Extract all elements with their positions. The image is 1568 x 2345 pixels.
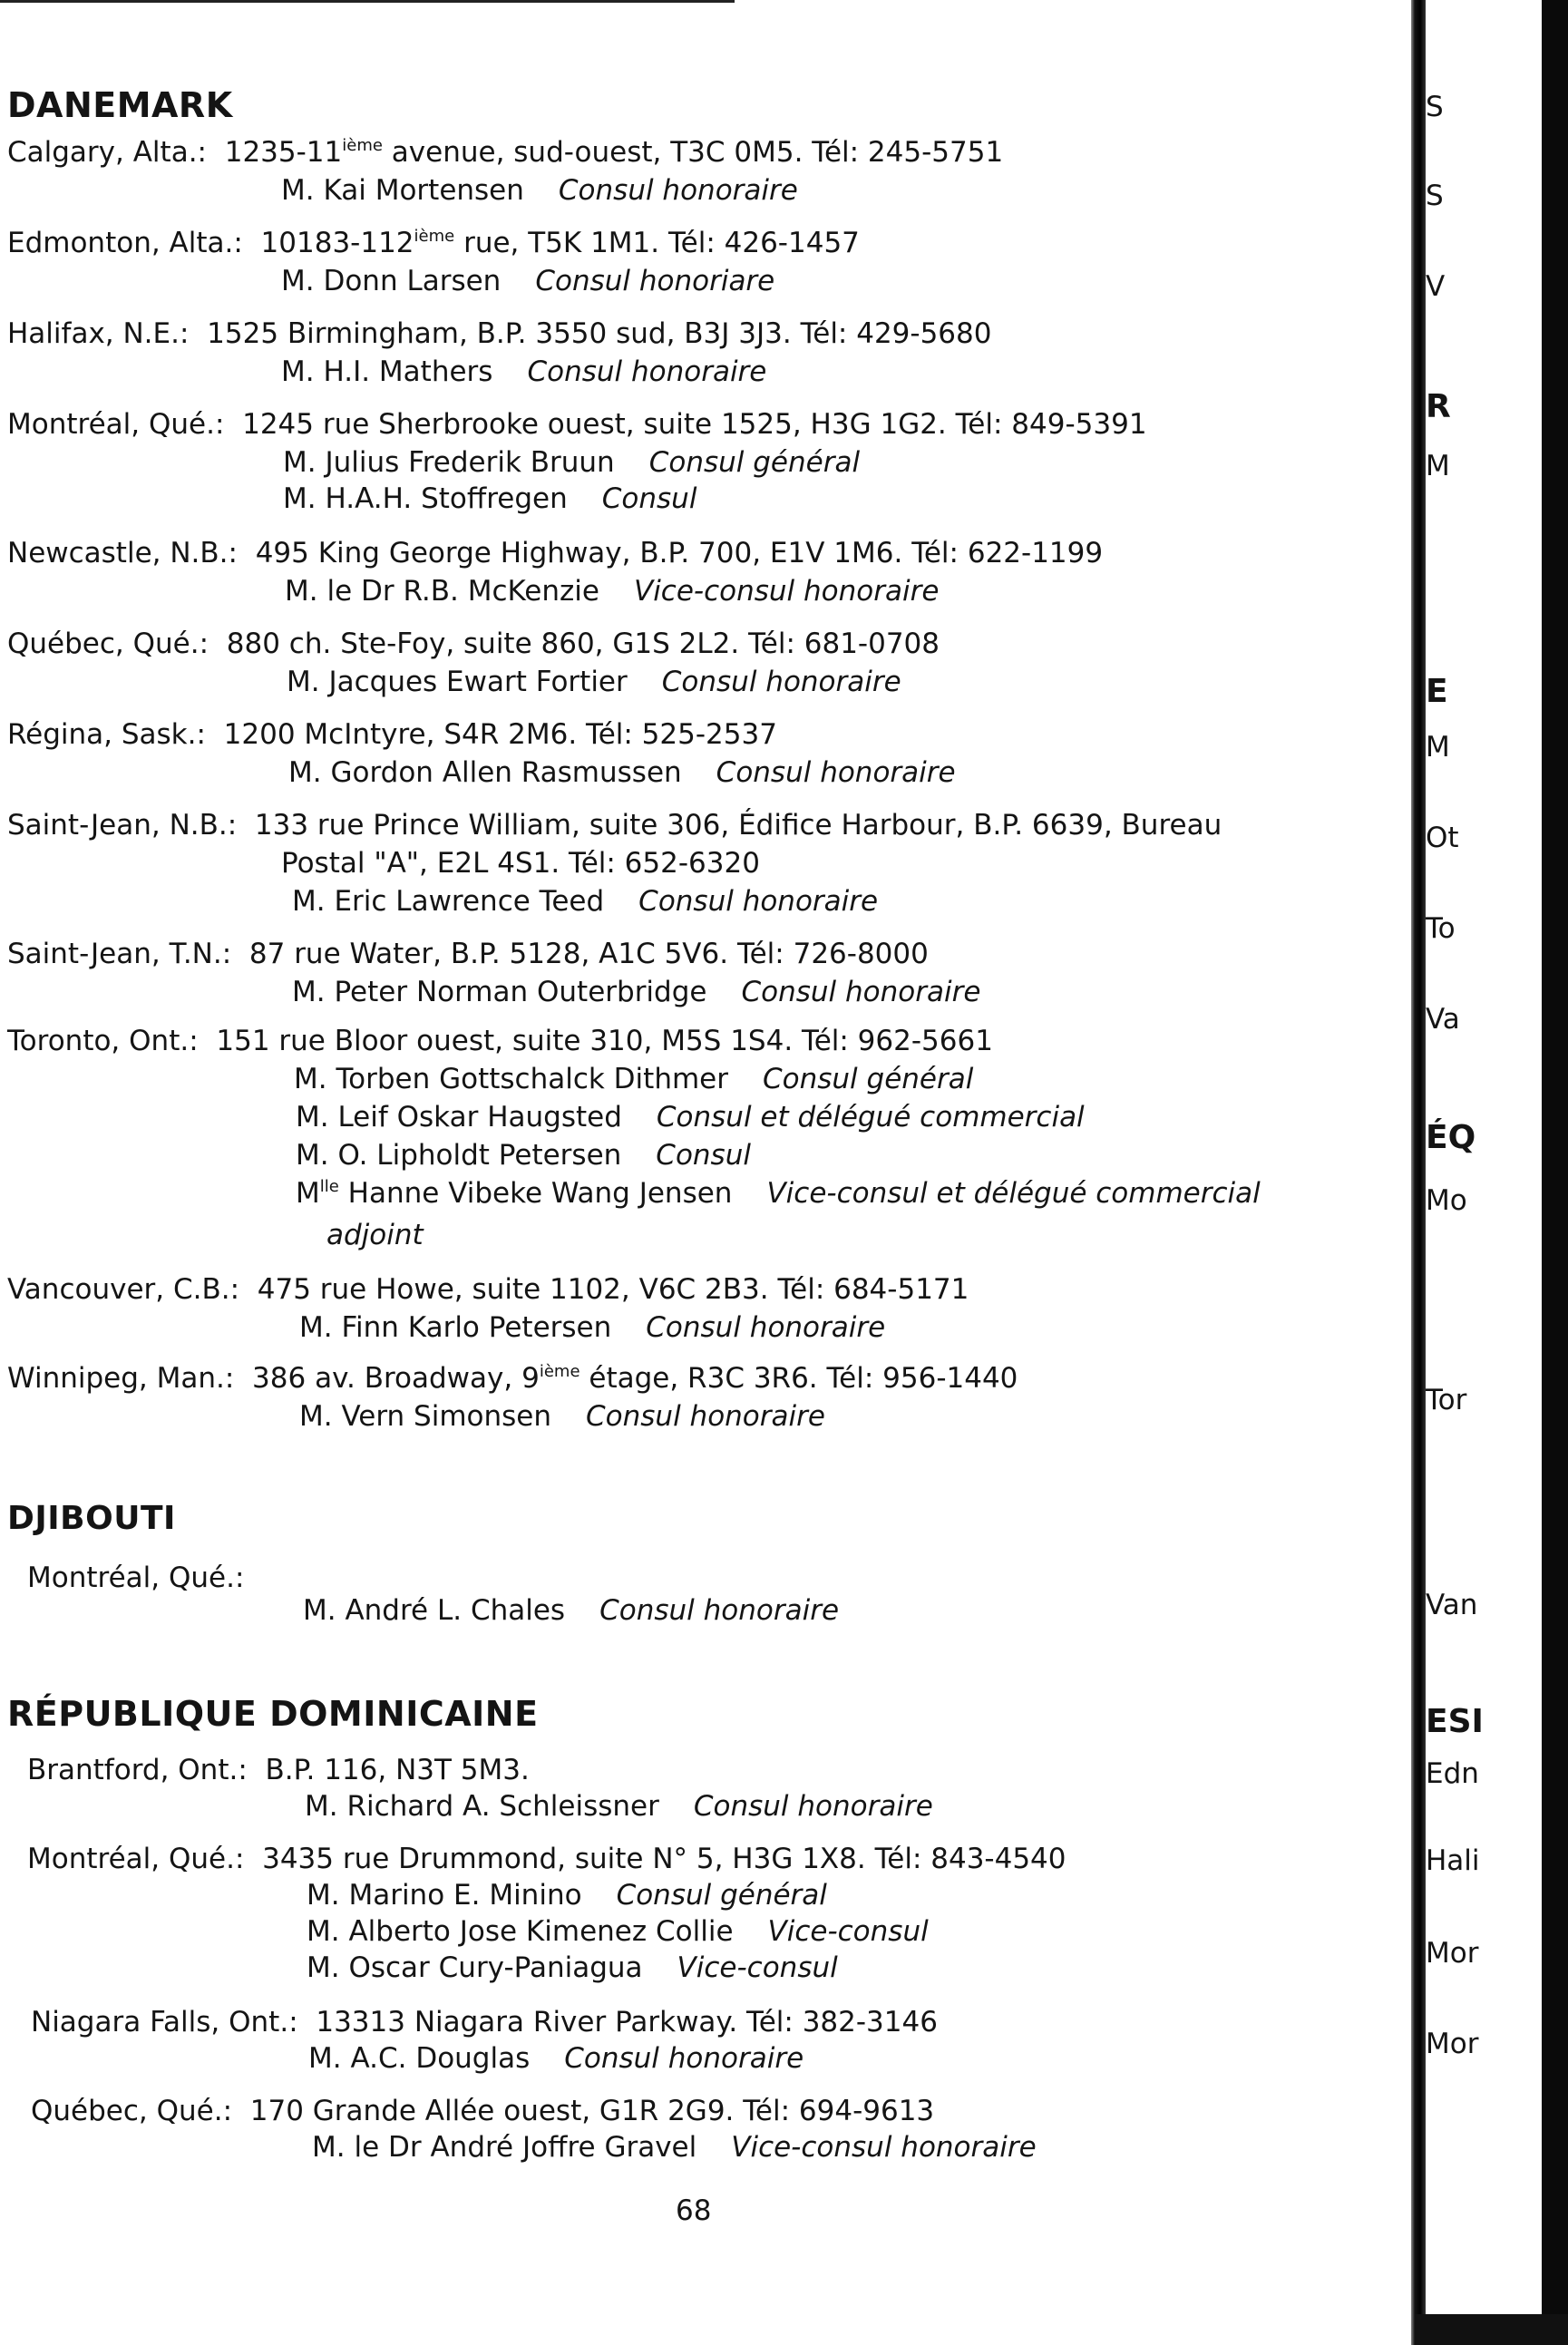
entry-saint-jean-tn-address: Saint-Jean, T.N.: 87 rue Water, B.P. 5128, A1C 5V6. Tél: 726-8000 (7, 938, 929, 970)
entry-edmonton-person: M. Donn Larsen Consul honoriare (281, 265, 775, 297)
entry-regina-address: Régina, Sask.: 1200 McIntyre, S4R 2M6. Tél: 525-2537 (7, 718, 777, 751)
section-heading-republique-dominicaine: RÉPUBLIQUE DOMINICAINE (7, 1694, 539, 1734)
entry-vancouver-person: M. Finn Karlo Petersen Consul honoraire (299, 1311, 886, 1344)
entry-winnipeg-address: Winnipeg, Man.: 386 av. Broadway, 9ième étage, R3C 3R6. Tél: 956-1440 (7, 1362, 1018, 1395)
entry-vancouver-address: Vancouver, C.B.: 475 rue Howe, suite 1102, V6C 2B3. Tél: 684-5171 (7, 1273, 969, 1306)
entry-saint-jean-nb-person: M. Eric Lawrence Teed Consul honoraire (292, 885, 879, 918)
entry-toronto-person-4: $M^{lle}$ Hanne Vibeke Wang Jensen Vice-consul et délégué commercial (296, 1177, 1261, 1210)
entry-quebec-person: M. Jacques Ewart Fortier Consul honoraire (287, 666, 901, 698)
scan-edge (1542, 0, 1568, 2345)
section-heading-danemark: DANEMARK (7, 85, 233, 125)
page-gutter (1411, 0, 1426, 2345)
entry-newcastle-address: Newcastle, N.B.: 495 King George Highway, B.P. 700, E1V 1M6. Tél: 622-1199 (7, 537, 1104, 569)
page-number: 68 (676, 2194, 712, 2227)
entry-edmonton-address: Edmonton, Alta.: 10183-112ième rue, T5K 1M1. Tél: 426-1457 (7, 227, 860, 259)
entry-saint-jean-nb-address-cont: Postal "A", E2L 4S1. Tél: 652-6320 (281, 847, 760, 880)
entry-saint-jean-tn-person: M. Peter Norman Outerbridge Consul honoraire (292, 976, 981, 1008)
entry-brantford-address: Brantford, Ont.: B.P. 116, N3T 5M3. (27, 1754, 530, 1786)
entry-winnipeg-person: M. Vern Simonsen Consul honoraire (299, 1400, 825, 1433)
entry-djibouti-montreal-person: M. André L. Chales Consul honoraire (303, 1594, 840, 1627)
entry-regina-person: M. Gordon Allen Rasmussen Consul honoraire (288, 756, 956, 789)
entry-dominicaine-montreal-person-2: M. Alberto Jose Kimenez Collie Vice-consul (307, 1915, 929, 1948)
entry-dominicaine-quebec-person: M. le Dr André Joffre Gravel Vice-consul honoraire (312, 2131, 1037, 2164)
entry-dominicaine-quebec-address: Québec, Qué.: 170 Grande Allée ouest, G1R 2G9. Tél: 694-9613 (31, 2095, 935, 2127)
entry-dominicaine-montreal-address: Montréal, Qué.: 3435 rue Drummond, suite N° 5, H3G 1X8. Tél: 843-4540 (27, 1843, 1066, 1875)
entry-montreal-person-2: M. H.A.H. Stoffregen Consul (283, 482, 697, 515)
entry-toronto-person-2: M. Leif Oskar Haugsted Consul et délégué commercial (296, 1101, 1085, 1134)
entry-brantford-person: M. Richard A. Schleissner Consul honoraire (305, 1790, 933, 1823)
top-rule (0, 0, 735, 3)
entry-toronto-person-3: M. O. Lipholdt Petersen Consul (296, 1139, 751, 1172)
entry-toronto-person-4-title-cont: adjoint (326, 1219, 424, 1251)
entry-saint-jean-nb-address: Saint-Jean, N.B.: 133 rue Prince William, suite 306, Édifice Harbour, B.P. 6639, Bureau (7, 809, 1222, 842)
section-heading-djibouti: DJIBOUTI (7, 1500, 176, 1537)
entry-calgary-address: Calgary, Alta.: 1235-11ième avenue, sud-ouest, T3C 0M5. Tél: 245-5751 (7, 136, 1004, 169)
entry-calgary-person: M. Kai Mortensen Consul honoraire (281, 174, 798, 207)
entry-dominicaine-montreal-person-1: M. Marino E. Minino Consul général (307, 1879, 827, 1912)
entry-montreal-person-1: M. Julius Frederik Bruun Consul général (283, 446, 861, 479)
entry-dominicaine-montreal-person-3: M. Oscar Cury-Paniagua Vice-consul (307, 1951, 838, 1984)
entry-quebec-address: Québec, Qué.: 880 ch. Ste-Foy, suite 860, G1S 2L2. Tél: 681-0708 (7, 628, 940, 660)
entry-niagara-falls-person: M. A.C. Douglas Consul honoraire (308, 2042, 804, 2075)
entry-toronto-address: Toronto, Ont.: 151 rue Bloor ouest, suite 310, M5S 1S4. Tél: 962-5661 (7, 1025, 993, 1057)
entry-niagara-falls-address: Niagara Falls, Ont.: 13313 Niagara River Parkway. Tél: 382-3146 (31, 2006, 938, 2038)
entry-halifax-address: Halifax, N.E.: 1525 Birmingham, B.P. 3550 sud, B3J 3J3. Tél: 429-5680 (7, 317, 992, 350)
entry-montreal-address: Montréal, Qué.: 1245 rue Sherbrooke ouest, suite 1525, H3G 1G2. Tél: 849-5391 (7, 408, 1147, 441)
entry-newcastle-person: M. le Dr R.B. McKenzie Vice-consul honoraire (285, 575, 940, 608)
facing-page-fragment: S S V R M E M Ot To Va ÉQ Mo Tor Van ESI Edn Hali Mor Mor (1426, 91, 1484, 2060)
entry-halifax-person: M. H.I. Mathers Consul honoraire (281, 355, 767, 388)
entry-djibouti-montreal-city: Montréal, Qué.: (27, 1562, 245, 1594)
scan-shadow (1415, 2314, 1568, 2345)
entry-toronto-person-1: M. Torben Gottschalck Dithmer Consul général (294, 1063, 974, 1095)
